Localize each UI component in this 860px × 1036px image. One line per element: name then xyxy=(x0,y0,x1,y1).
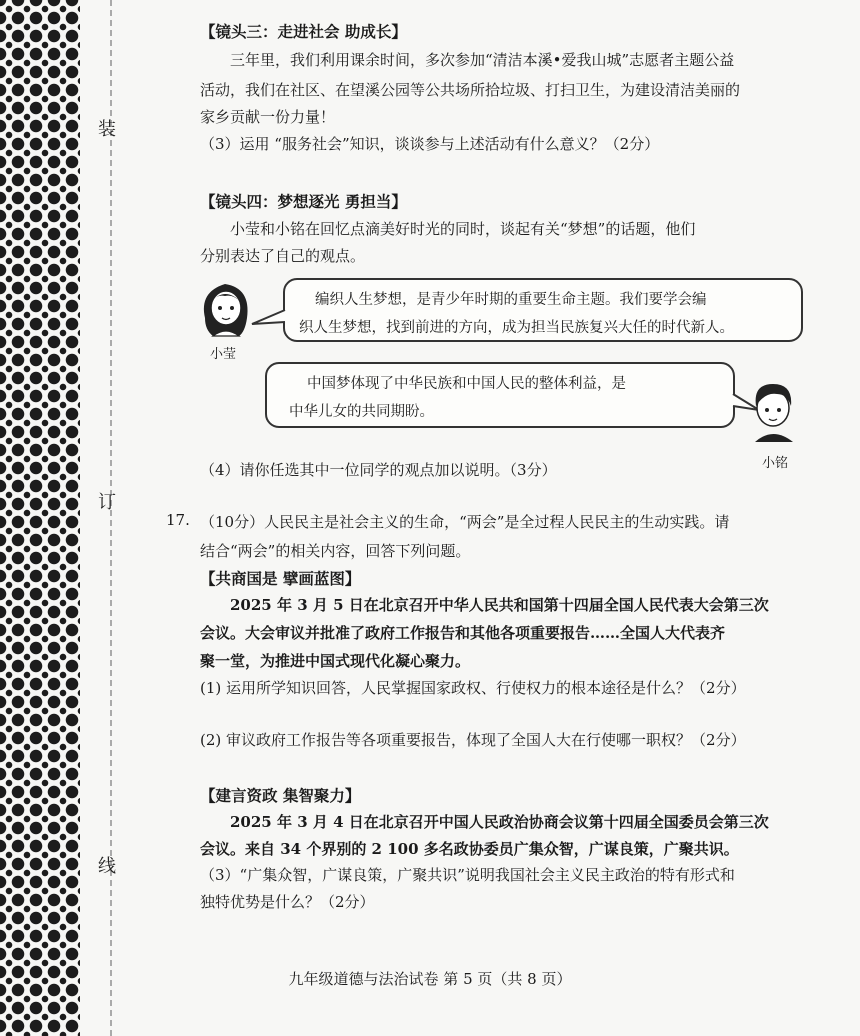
girl-speech-line-1: 编织人生梦想，是青少年时期的重要生命主题。我们要学会编 xyxy=(315,292,707,308)
binding-mark-mid: 订 xyxy=(98,492,116,513)
s4-line-1: 小莹和小铭在回忆点滴美好时光的同时，谈起有关“梦想”的话题，他们 xyxy=(230,220,696,238)
question-17-number: 17. xyxy=(166,511,190,529)
s3-line-3: 家乡贡献一份力量！ xyxy=(200,108,336,126)
q17a-line-1: 2025 年 3 月 5 日在北京召开中华人民共和国第十四届全国人民代表大会第三次 xyxy=(230,596,769,614)
binding-mark-top: 装 xyxy=(98,119,116,140)
question-4: （4）请你任选其中一位同学的观点加以说明。（3分） xyxy=(200,461,557,479)
boy-illustration xyxy=(743,378,805,444)
q17a-line-3: 聚一堂，为推进中国式现代化凝心聚力。 xyxy=(200,652,471,670)
s4-line-2: 分别表达了自己的观点。 xyxy=(200,247,366,265)
girl-illustration xyxy=(195,278,257,340)
decorative-border xyxy=(0,0,80,1036)
boy-speech-bubble xyxy=(265,362,735,428)
binding-mark-bottom: 线 xyxy=(98,856,116,877)
question-17-1: (1) 运用所学知识回答，人民掌握国家政权、行使权力的根本途径是什么？（2分） xyxy=(200,679,746,697)
s3-line-2: 活动，我们在社区、在望溪公园等公共场所拾垃圾、打扫卫生，为建设清洁美丽的 xyxy=(200,81,741,99)
section-4-title: 【镜头四：梦想逐光 勇担当】 xyxy=(200,192,407,211)
binding-line xyxy=(110,0,112,1036)
section-17a-title: 【共商国是 擘画蓝图】 xyxy=(200,569,361,588)
page-footer: 九年级道德与法治试卷 第 5 页（共 8 页） xyxy=(288,970,572,988)
question-17-3-line-2: 独特优势是什么？（2分） xyxy=(200,893,375,911)
q17b-line-1: 2025 年 3 月 4 日在北京召开中国人民政治协商会议第十四届全国委员会第三次 xyxy=(230,813,769,831)
boy-speech-line-2: 中华儿女的共同期盼。 xyxy=(289,404,434,420)
section-3-title: 【镜头三：走进社会 助成长】 xyxy=(200,22,407,41)
boy-name: 小铭 xyxy=(762,456,789,471)
question-3: （3）运用 “服务社会”知识，谈谈参与上述活动有什么意义？（2分） xyxy=(200,135,660,153)
question-17-3-line-1: （3）“广集众智，广谋良策，广聚共识”说明我国社会主义民主政治的特有形式和 xyxy=(200,866,735,884)
q17b-line-2: 会议。来自 34 个界别的 2 100 多名政协委员广集众智，广谋良策，广聚共识。 xyxy=(200,840,739,858)
q17a-line-2: 会议。大会审议并批准了政府工作报告和其他各项重要报告……全国人大代表齐 xyxy=(200,624,726,642)
girl-name: 小莹 xyxy=(210,347,237,362)
girl-speech-bubble xyxy=(283,278,803,342)
section-17b-title: 【建言资政 集智聚力】 xyxy=(200,786,361,805)
question-17-2: (2) 审议政府工作报告等各项重要报告，体现了全国人大在行使哪一职权？（2分） xyxy=(200,731,746,749)
q17-line-1: （10分）人民民主是社会主义的生命，“两会”是全过程人民民主的生动实践。请 xyxy=(200,513,730,531)
q17-line-2: 结合“两会”的相关内容，回答下列问题。 xyxy=(200,542,471,560)
girl-bubble-tail xyxy=(250,308,286,330)
boy-speech-line-1: 中国梦体现了中华民族和中国人民的整体利益，是 xyxy=(307,376,626,392)
s3-line-1: 三年里，我们利用课余时间，多次参加“清洁本溪•爱我山城”志愿者主题公益 xyxy=(230,51,735,69)
girl-speech-line-2: 织人生梦想，找到前进的方向，成为担当民族复兴大任的时代新人。 xyxy=(299,320,734,336)
